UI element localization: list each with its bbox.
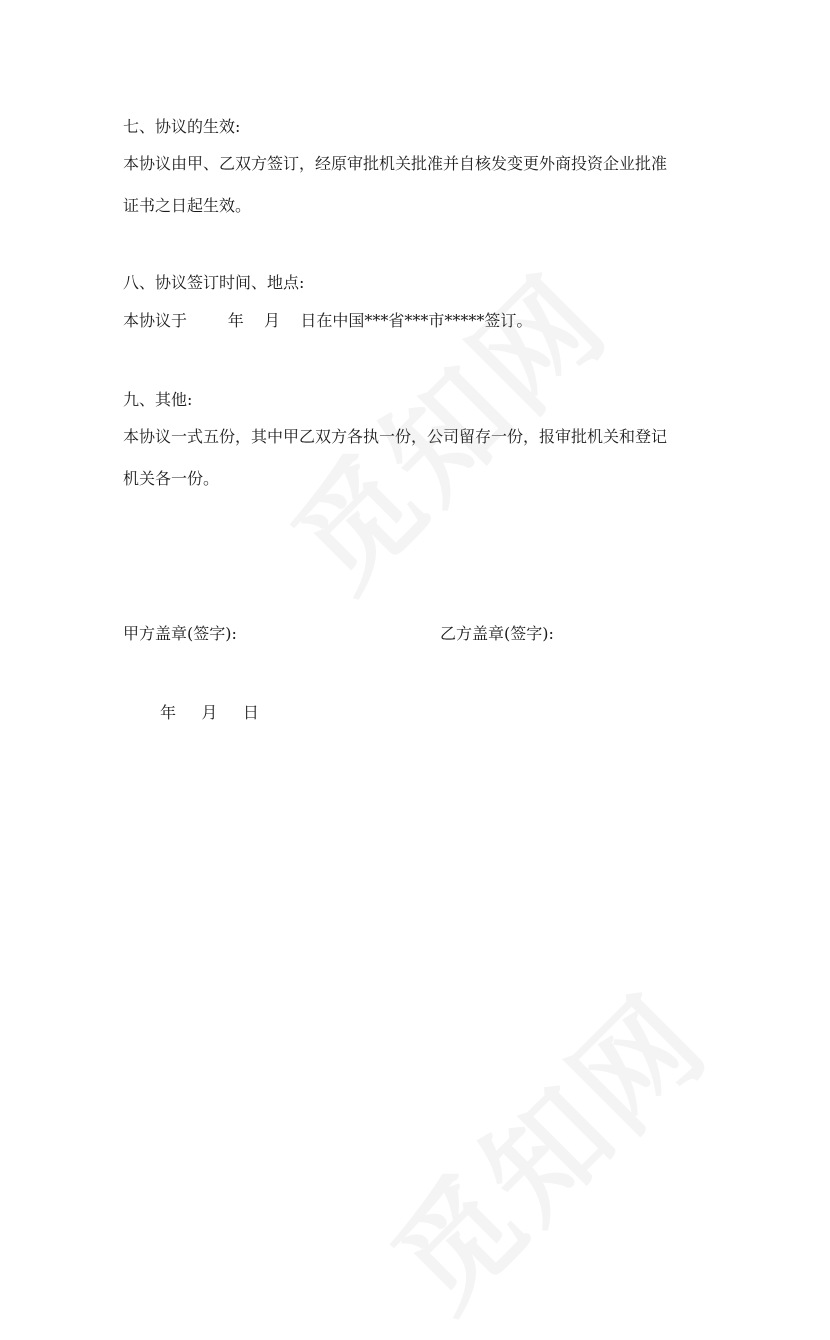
- section-9-heading: 九、其他:: [123, 390, 193, 409]
- section-7-text-line-1: 本协议由甲、乙双方签订，经原审批机关批准并自核发变更外商投资企业批准: [123, 154, 668, 173]
- party-b-signature-label: 乙方盖章(签字):: [440, 624, 554, 643]
- watermark: [350, 952, 739, 1340]
- section-9-text-line-1: 本协议一式五份，其中甲乙双方各执一份，公司留存一份，报审批机关和登记: [123, 427, 668, 446]
- party-a-signature-label: 甲方盖章(签字):: [123, 624, 237, 643]
- section-8-heading: 八、协议签订时间、地点:: [123, 273, 305, 292]
- section-9-text-line-2: 机关各一份。: [123, 469, 220, 488]
- section-7-heading: 七、协议的生效:: [123, 117, 241, 136]
- section-8-text-line-1: 本协议于 年 月 日在中国***省***市*****签订。: [123, 311, 533, 330]
- signature-date: 年 月 日: [160, 703, 259, 722]
- section-7-text-line-2: 证书之日起生效。: [123, 196, 252, 215]
